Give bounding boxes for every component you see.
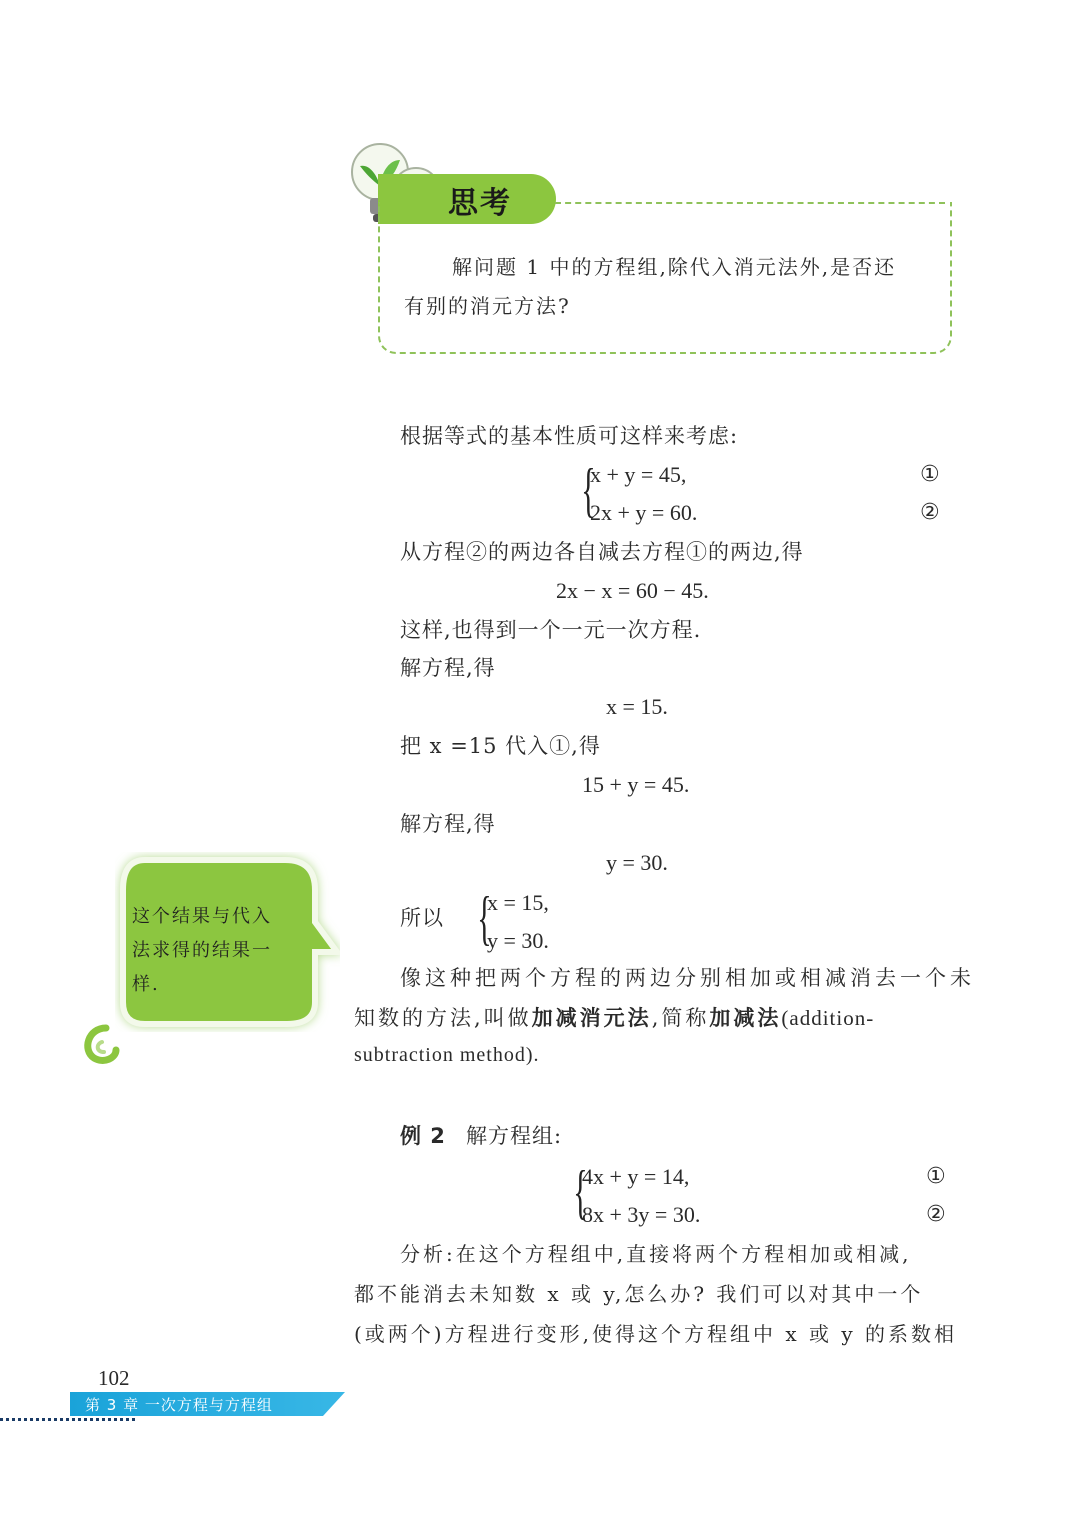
footer-dots: [0, 1418, 135, 1421]
swirl-icon: [76, 1020, 126, 1070]
step-solve-1: 解方程,得: [400, 656, 496, 680]
analysis-line-2: 都不能消去未知数 x 或 y,怎么办? 我们可以对其中一个: [354, 1282, 924, 1306]
system2-eq1: 4x + y = 14,: [582, 1164, 690, 1189]
so-label: 所以: [400, 906, 444, 930]
solution-eq1: x = 15,: [487, 890, 549, 915]
definition-line-3: subtraction method).: [354, 1044, 540, 1066]
think-question-line-2: 有别的消元方法?: [404, 294, 571, 318]
equation-subtract: 2x − x = 60 − 45.: [556, 578, 709, 603]
analysis-line-3: (或两个)方程进行变形,使得这个方程组中 x 或 y 的系数相: [354, 1322, 957, 1346]
system2-tag1: ①: [926, 1164, 946, 1189]
step-solve-2: 解方程,得: [400, 812, 496, 836]
term-short: 加减法: [709, 1006, 782, 1030]
page-number: 102: [98, 1366, 130, 1390]
system1-eq1: x + y = 45,: [590, 462, 687, 487]
example-text: 解方程组:: [466, 1124, 563, 1148]
definition-text-a: 知数的方法,叫做: [354, 1006, 532, 1030]
think-question-line-1: 解问题 1 中的方程组,除代入消元法外,是否还: [452, 255, 897, 279]
system1-eq2: 2x + y = 60.: [590, 500, 698, 525]
think-title: 思考: [448, 186, 512, 221]
chapter-label: 第 3 章 一次方程与方程组: [85, 1396, 273, 1414]
system-brace: {: [581, 457, 596, 523]
definition-line-1: 像这种把两个方程的两边分别相加或相减消去一个未: [400, 966, 975, 990]
definition-text-c: ,简称: [651, 1006, 710, 1030]
solution-brace: {: [477, 885, 492, 951]
equation-x: x = 15.: [606, 694, 668, 719]
equation-substituted: 15 + y = 45.: [582, 772, 690, 797]
system2-brace: {: [573, 1159, 588, 1225]
note-text: 这个结果与代入法求得的结果一样.: [132, 906, 272, 995]
definition-english-a: (addition-: [781, 1006, 875, 1030]
term-elimination: 加减消元法: [531, 1006, 652, 1030]
analysis-line-1: 分析:在这个方程组中,直接将两个方程相加或相减,: [400, 1242, 912, 1266]
intro-text: 根据等式的基本性质可这样来考虑:: [400, 424, 739, 448]
system1-tag1: ①: [920, 462, 940, 487]
system1-tag2: ②: [920, 500, 940, 525]
example-label: 例 2: [400, 1124, 446, 1148]
solution-eq2: y = 30.: [487, 928, 549, 953]
step-substitute: 把 x =15 代入①,得: [400, 734, 601, 758]
equation-y: y = 30.: [606, 850, 668, 875]
step-one-var: 这样,也得到一个一元一次方程.: [400, 618, 702, 642]
step-subtract: 从方程②的两边各自减去方程①的两边,得: [400, 540, 804, 564]
definition-line-2: [354, 1006, 874, 1031]
system2-tag2: ②: [926, 1202, 946, 1227]
system2-eq2: 8x + 3y = 30.: [582, 1202, 701, 1227]
